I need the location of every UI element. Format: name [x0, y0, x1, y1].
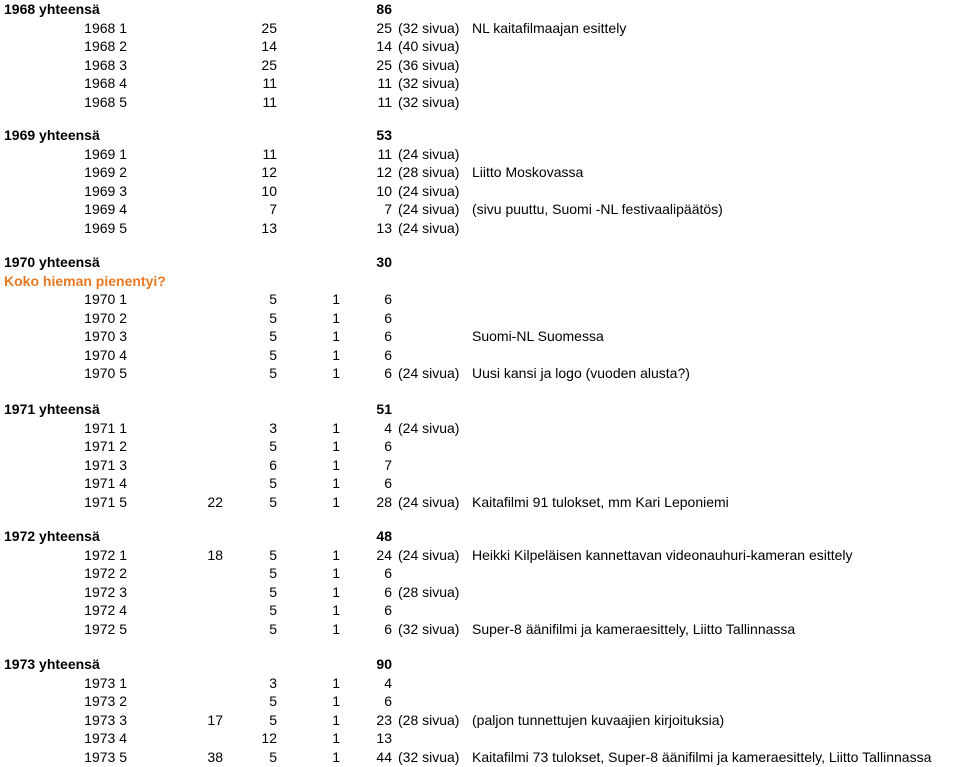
value-col-1: 38	[207, 748, 223, 765]
year-total-value: 48	[376, 528, 392, 544]
issue-row	[0, 729, 960, 747]
issue-total: 6	[384, 365, 392, 381]
year-total-row	[0, 253, 960, 271]
issue-total: 6	[384, 328, 392, 344]
page-count: (40 sivua)	[398, 38, 460, 54]
issue-label: 1971 4	[84, 475, 127, 491]
value-col-3: 1	[332, 693, 340, 709]
issue-label: 1972 3	[84, 583, 127, 600]
year-total-label: 1972 yhteensä	[4, 528, 100, 544]
year-total-row	[0, 126, 960, 144]
issue-total: 13	[376, 219, 392, 236]
issue-note: (sivu puuttu, Suomi -NL festivaalipäätös)	[472, 201, 723, 217]
issue-total: 13	[376, 730, 392, 746]
page-count: (24 sivua)	[398, 493, 460, 510]
issue-row	[0, 74, 960, 92]
value-col-3: 1	[332, 674, 340, 691]
year-total-value: 90	[376, 656, 392, 672]
issue-total: 11	[377, 145, 392, 162]
value-col-3: 1	[332, 291, 340, 307]
issue-label: 1971 3	[84, 456, 127, 473]
issue-note: NL kaitafilmaajan esittely	[472, 19, 627, 36]
issue-label: 1968 3	[84, 56, 127, 73]
issue-total: 6	[384, 693, 392, 709]
page-count: (24 sivua)	[398, 419, 460, 436]
value-col-1: 22	[207, 493, 223, 510]
issue-label: 1970 3	[84, 328, 127, 344]
value-col-2: 25	[261, 56, 277, 73]
issue-total: 7	[384, 201, 392, 217]
issue-label: 1968 1	[84, 19, 127, 36]
page-count: (24 sivua)	[398, 201, 460, 217]
issue-label: 1969 4	[84, 201, 127, 217]
issue-total: 23	[376, 711, 392, 728]
page-count: (32 sivua)	[398, 93, 460, 110]
issue-note: (paljon tunnettujen kuvaajien kirjoituksia)	[472, 711, 725, 728]
value-col-2: 5	[269, 583, 277, 600]
issue-row	[0, 182, 960, 200]
value-col-2: 11	[262, 145, 277, 162]
issue-label: 1968 4	[84, 75, 127, 91]
issue-row	[0, 309, 960, 327]
year-total-row	[0, 655, 960, 673]
value-col-3: 1	[332, 365, 340, 381]
value-col-3: 1	[332, 583, 340, 600]
issue-total: 6	[384, 620, 392, 637]
value-col-2: 3	[269, 674, 277, 691]
issue-total: 6	[384, 602, 392, 618]
value-col-3: 1	[332, 419, 340, 436]
issue-row	[0, 711, 960, 729]
year-total-value: 86	[376, 1, 392, 17]
issue-row	[0, 93, 960, 111]
page-count: (36 sivua)	[398, 56, 460, 73]
value-col-1: 17	[207, 711, 223, 728]
issue-row	[0, 583, 960, 601]
issue-label: 1970 5	[84, 365, 127, 381]
highlight-note: Koko hieman pienentyi?	[4, 272, 166, 289]
value-col-3: 1	[332, 711, 340, 728]
value-col-3: 1	[332, 546, 340, 563]
issue-total: 25	[376, 56, 392, 73]
issue-label: 1973 5	[84, 748, 127, 765]
issue-total: 6	[384, 291, 392, 307]
value-col-2: 7	[269, 201, 277, 217]
issue-label: 1972 1	[84, 546, 127, 563]
issue-label: 1973 4	[84, 730, 127, 746]
value-col-2: 14	[261, 38, 277, 54]
issue-total: 6	[384, 309, 392, 326]
issue-row	[0, 364, 960, 382]
value-col-2: 5	[269, 328, 277, 344]
value-col-2: 5	[269, 693, 277, 709]
issue-note: Uusi kansi ja logo (vuoden alusta?)	[472, 365, 690, 381]
issue-row	[0, 620, 960, 638]
issue-label: 1968 5	[84, 93, 127, 110]
page-count: (28 sivua)	[398, 164, 460, 180]
issue-row	[0, 437, 960, 455]
year-total-label: 1973 yhteensä	[4, 656, 100, 672]
issue-label: 1972 4	[84, 602, 127, 618]
issue-total: 14	[376, 38, 392, 54]
issue-row	[0, 474, 960, 492]
issue-label: 1970 2	[84, 309, 127, 326]
value-col-2: 5	[269, 748, 277, 765]
value-col-3: 1	[332, 346, 340, 363]
page-count: (24 sivua)	[398, 219, 460, 236]
value-col-3: 1	[332, 328, 340, 344]
value-col-3: 1	[332, 493, 340, 510]
issue-row	[0, 601, 960, 619]
issue-label: 1968 2	[84, 38, 127, 54]
value-col-3: 1	[332, 602, 340, 618]
issue-label: 1969 1	[84, 145, 127, 162]
issue-note: Super-8 äänifilmi ja kameraesittely, Liitto Tallinnassa	[472, 620, 796, 637]
page-count: (24 sivua)	[398, 182, 460, 199]
value-col-2: 5	[269, 291, 277, 307]
issue-total: 11	[377, 93, 392, 110]
issue-total: 6	[384, 438, 392, 454]
issue-total: 6	[384, 565, 392, 581]
issue-label: 1973 2	[84, 693, 127, 709]
issue-row	[0, 419, 960, 437]
value-col-2: 13	[261, 219, 277, 236]
issue-total: 25	[376, 19, 392, 36]
value-col-3: 1	[332, 620, 340, 637]
issue-row	[0, 37, 960, 55]
issue-row	[0, 163, 960, 181]
issue-row	[0, 145, 960, 163]
value-col-1: 18	[207, 546, 223, 563]
issue-row	[0, 200, 960, 218]
value-col-2: 5	[269, 620, 277, 637]
issue-note: Suomi-NL Suomessa	[472, 328, 604, 344]
issue-total: 12	[376, 164, 392, 180]
issue-label: 1969 2	[84, 164, 127, 180]
page-count: (32 sivua)	[398, 19, 460, 36]
issue-label: 1973 1	[84, 674, 127, 691]
issue-label: 1969 3	[84, 182, 127, 199]
issue-total: 28	[376, 493, 392, 510]
issue-total: 4	[384, 419, 392, 436]
issue-total: 6	[384, 583, 392, 600]
page-count: (24 sivua)	[398, 365, 460, 381]
year-total-value: 51	[376, 401, 392, 417]
year-total-label: 1971 yhteensä	[4, 401, 100, 417]
value-col-2: 5	[269, 602, 277, 618]
value-col-2: 5	[269, 365, 277, 381]
value-col-2: 12	[261, 730, 277, 746]
issue-total: 10	[376, 182, 392, 199]
value-col-2: 3	[269, 419, 277, 436]
issue-total: 11	[377, 75, 392, 91]
issue-row	[0, 493, 960, 511]
issue-label: 1971 5	[84, 493, 127, 510]
year-total-row	[0, 0, 960, 18]
issue-row	[0, 748, 960, 766]
page-count: (32 sivua)	[398, 75, 460, 91]
value-col-2: 11	[262, 93, 277, 110]
page-count: (28 sivua)	[398, 711, 460, 728]
year-total-label: 1970 yhteensä	[4, 254, 100, 270]
value-col-3: 1	[332, 475, 340, 491]
year-total-value: 53	[376, 127, 392, 143]
issue-row	[0, 346, 960, 364]
issue-row	[0, 692, 960, 710]
value-col-3: 1	[332, 748, 340, 765]
value-col-2: 5	[269, 309, 277, 326]
page-count: (24 sivua)	[398, 145, 460, 162]
issue-total: 44	[376, 748, 392, 765]
value-col-2: 10	[261, 182, 277, 199]
value-col-2: 12	[261, 164, 277, 180]
issue-row	[0, 219, 960, 237]
issue-label: 1972 5	[84, 620, 127, 637]
year-total-value: 30	[376, 254, 392, 270]
year-total-row	[0, 527, 960, 545]
issue-row	[0, 674, 960, 692]
value-col-2: 5	[269, 711, 277, 728]
issue-total: 4	[384, 674, 392, 691]
issue-row	[0, 546, 960, 564]
issue-label: 1972 2	[84, 565, 127, 581]
issue-note: Heikki Kilpeläisen kannettavan videonauhuri-kameran esittely	[472, 546, 853, 563]
value-col-2: 6	[269, 456, 277, 473]
year-total-label: 1969 yhteensä	[4, 127, 100, 143]
issue-note: Liitto Moskovassa	[472, 164, 584, 180]
value-col-3: 1	[332, 309, 340, 326]
value-col-2: 5	[269, 475, 277, 491]
issue-total: 7	[384, 456, 392, 473]
issue-row	[0, 19, 960, 37]
issue-label: 1970 4	[84, 346, 127, 363]
page-count: (32 sivua)	[398, 620, 460, 637]
issue-label: 1973 3	[84, 711, 127, 728]
issue-row	[0, 456, 960, 474]
issue-row	[0, 290, 960, 308]
value-col-3: 1	[332, 730, 340, 746]
page-count: (24 sivua)	[398, 546, 460, 563]
issue-label: 1970 1	[84, 291, 127, 307]
value-col-2: 5	[269, 546, 277, 563]
page-count: (28 sivua)	[398, 583, 460, 600]
issue-label: 1971 2	[84, 438, 127, 454]
value-col-2: 5	[269, 438, 277, 454]
issue-total: 6	[384, 475, 392, 491]
issue-row	[0, 564, 960, 582]
value-col-3: 1	[332, 438, 340, 454]
value-col-2: 5	[269, 346, 277, 363]
value-col-2: 11	[262, 75, 277, 91]
issue-label: 1969 5	[84, 219, 127, 236]
issue-label: 1971 1	[84, 419, 127, 436]
issue-total: 6	[384, 346, 392, 363]
highlight-note-row	[0, 272, 960, 290]
issue-note: Kaitafilmi 73 tulokset, Super-8 äänifilmi ja kameraesittely, Liitto Tallinnassa	[472, 748, 932, 765]
issue-total: 24	[376, 546, 392, 563]
year-total-row	[0, 400, 960, 418]
value-col-3: 1	[332, 565, 340, 581]
issue-row	[0, 56, 960, 74]
value-col-2: 5	[269, 493, 277, 510]
value-col-2: 25	[261, 19, 277, 36]
page-count: (32 sivua)	[398, 748, 460, 765]
issue-note: Kaitafilmi 91 tulokset, mm Kari Leponiemi	[472, 493, 729, 510]
year-total-label: 1968 yhteensä	[4, 1, 100, 17]
value-col-3: 1	[332, 456, 340, 473]
value-col-2: 5	[269, 565, 277, 581]
issue-row	[0, 327, 960, 345]
